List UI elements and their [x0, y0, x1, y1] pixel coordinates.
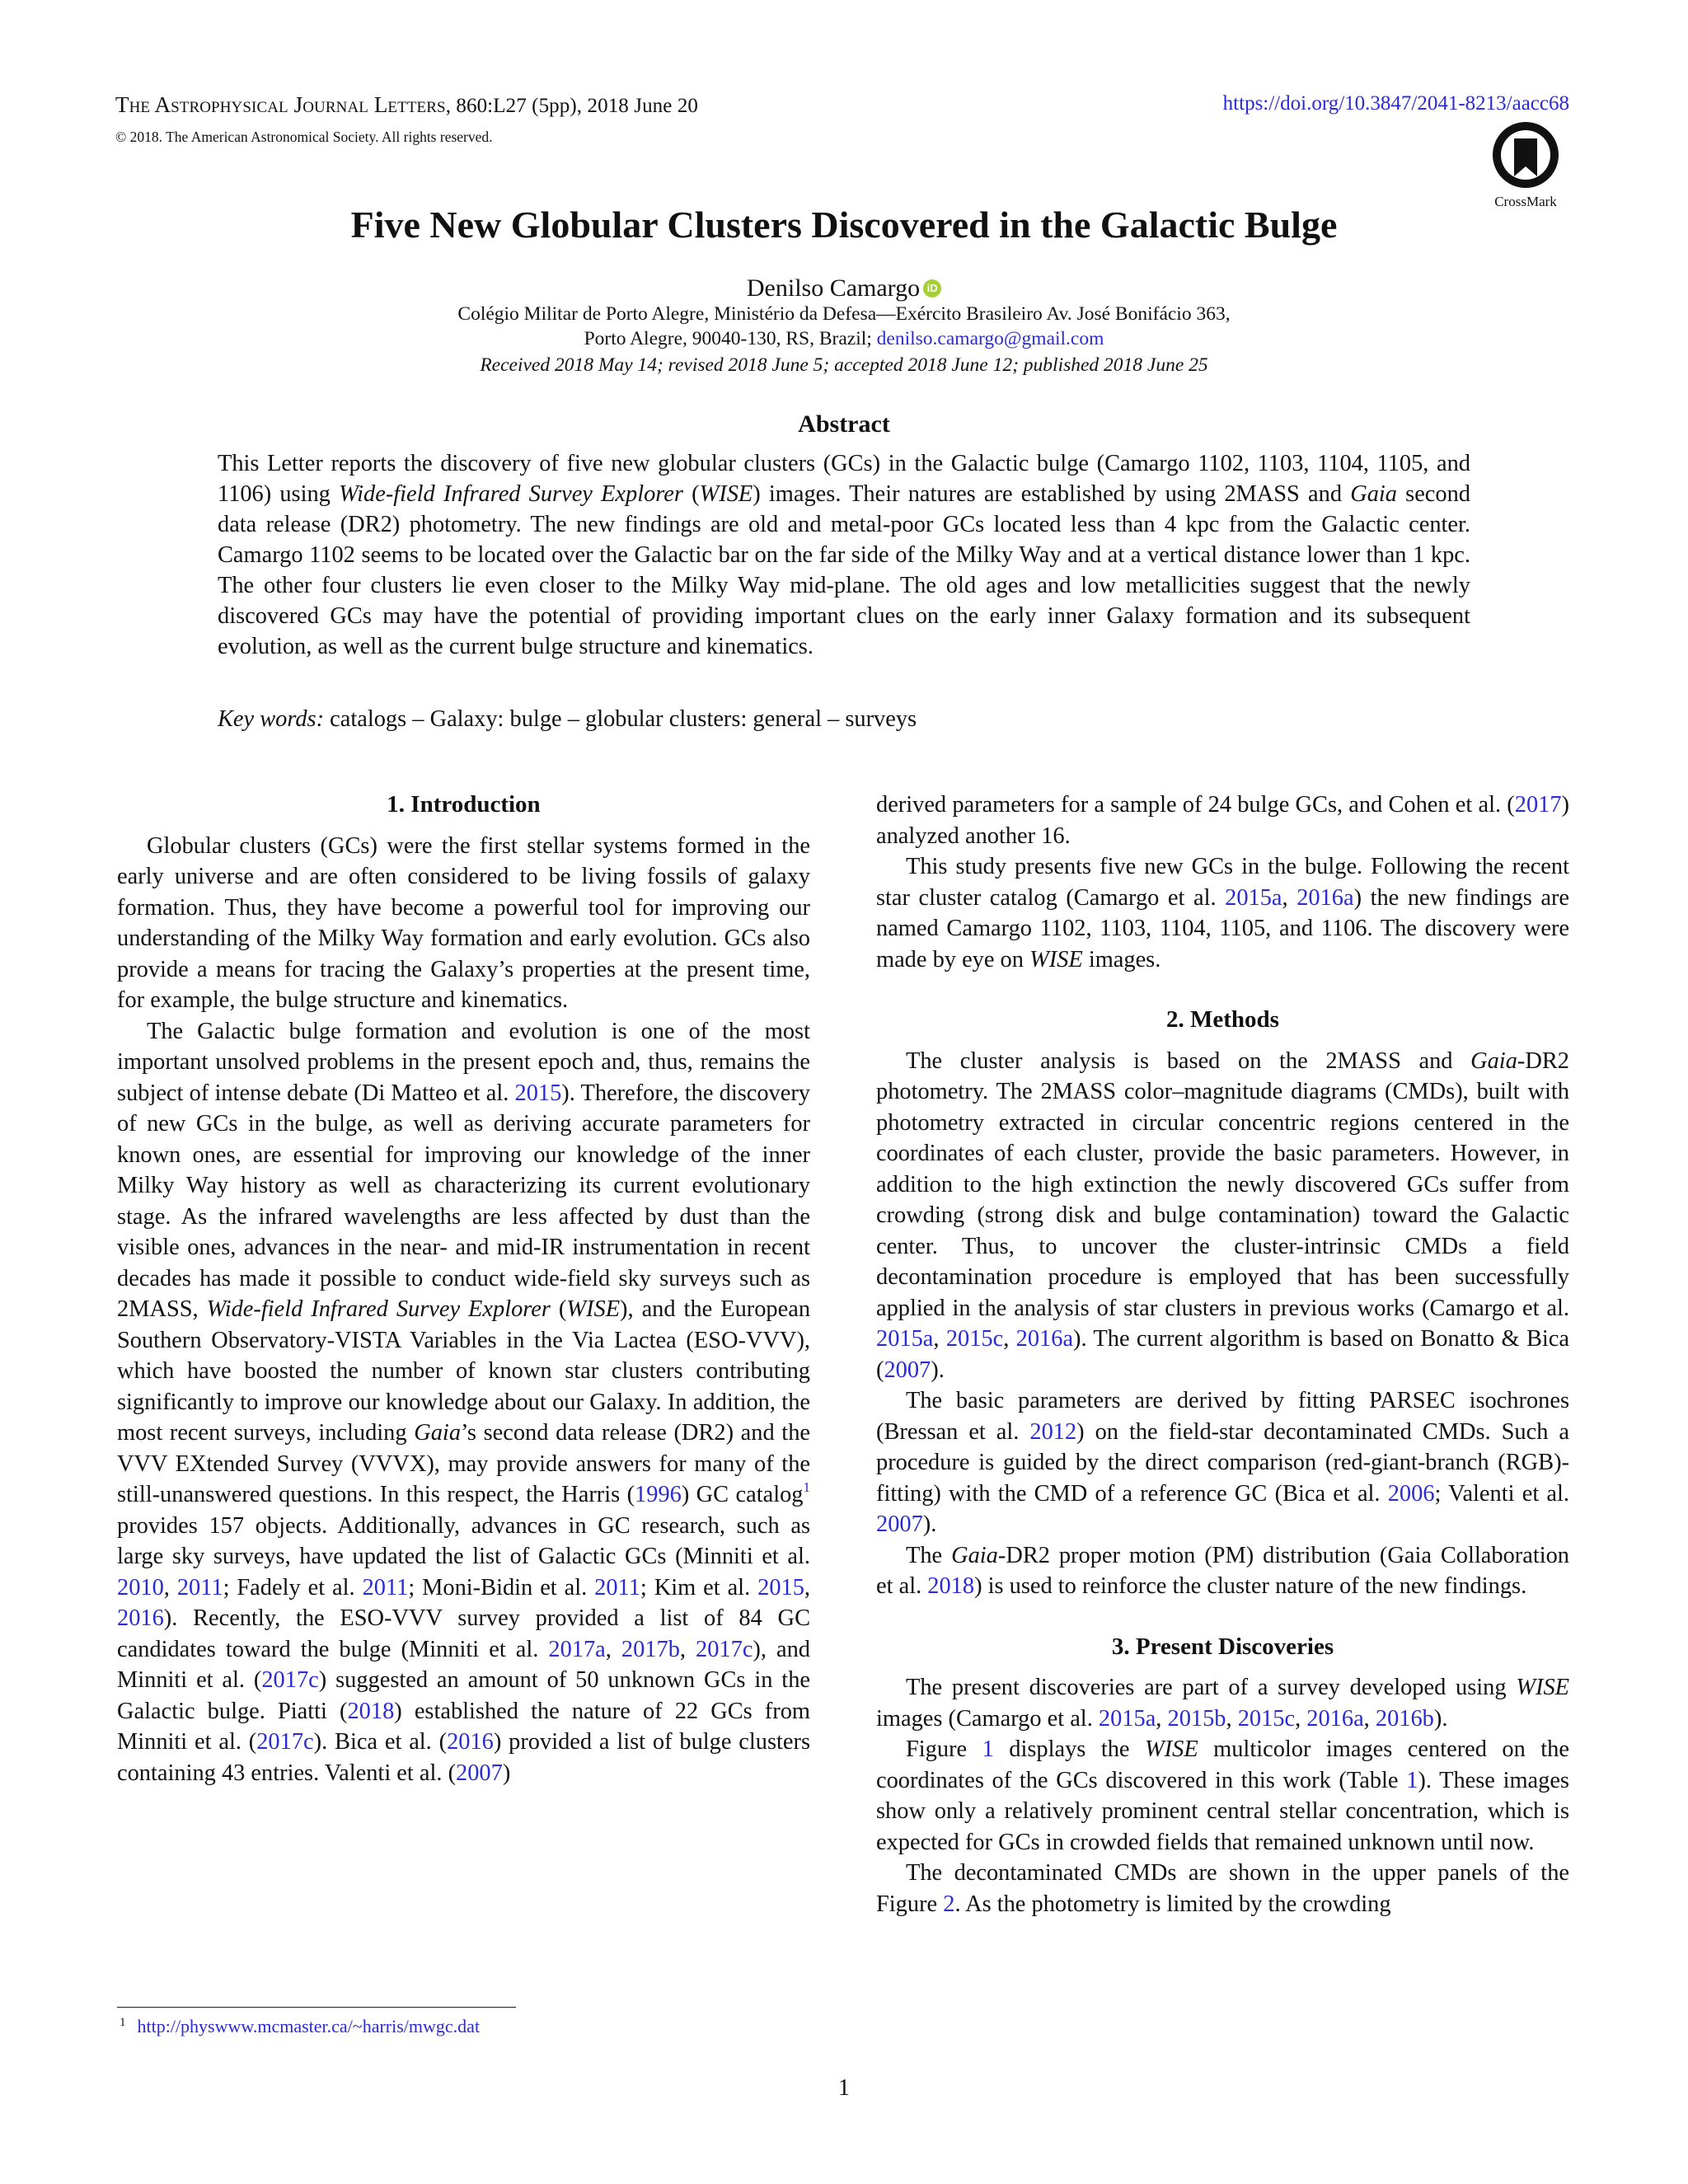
- discoveries-paragraph-3: [876, 1858, 1569, 1919]
- text-run: ) on the field-star decontaminated CMDs. Such a procedure is guided by the direct comparison (red-giant-branch (RGB)-fitting) with the CMD of a reference GC (Bica et al.: [876, 1418, 1569, 1507]
- left-column: [117, 790, 810, 1788]
- keywords: [218, 706, 917, 733]
- text-run: -DR2 proper motion (PM) distribution (Gaia Collaboration et al.: [876, 1542, 1569, 1599]
- crossmark-label: CrossMark: [1494, 194, 1557, 209]
- doi-link[interactable]: https://doi.org/10.3847/2041-8213/aacc68: [1222, 92, 1569, 115]
- abstract-part: (: [682, 481, 700, 507]
- crossmark-icon: [1491, 120, 1560, 190]
- abstract-part: second data release (DR2) photometry. The new findings are old and metal-poor GCs located less than 4 kpc from the Galactic center. Camargo 1102 seems to be located over the Galactic bar on the far side of the Milky Way and at a vertical distance lower than 1 kpc. The other four clusters lie even closer to the Milky Way mid-plane. The old ages and low metallicities suggest that the newly discovered GCs may have the potential of providing important clues on the early inner Galaxy formation and its subsequent evolution, as well as the current bulge structure and kinematics.: [218, 481, 1470, 659]
- text-run: ,: [1156, 1705, 1168, 1732]
- methods-paragraph-2: [876, 1385, 1569, 1540]
- text-run: The cluster analysis is based on the 2MASS and: [906, 1047, 1471, 1074]
- text-run: ’s second data release (DR2) and the VVV EXtended Survey (VVVX), may provide answers for many of the still-unanswered questions. In this respect, the Harris (: [117, 1420, 810, 1507]
- figure-link[interactable]: 2: [943, 1891, 955, 1917]
- citation-link[interactable]: 2015: [514, 1080, 562, 1106]
- text-run: ,: [605, 1636, 621, 1662]
- section-heading-introduction: 1. Introduction: [387, 791, 541, 818]
- author-email-link[interactable]: denilso.camargo@gmail.com: [876, 328, 1104, 349]
- citation-link[interactable]: 2007: [456, 1760, 503, 1786]
- author-line: [0, 274, 1688, 302]
- footnote-divider: [117, 2007, 516, 2008]
- text-run: ,: [1282, 884, 1297, 911]
- figure-link[interactable]: 1: [982, 1736, 994, 1762]
- text-run: images.: [1082, 946, 1161, 972]
- citation-link[interactable]: 2011: [594, 1574, 640, 1601]
- text-run: . As the photometry is limited by the crowding: [954, 1891, 1391, 1917]
- text-run: ).: [922, 1511, 937, 1537]
- text-run-italic: WISE: [1516, 1675, 1569, 1700]
- discoveries-paragraph-1: [876, 1672, 1569, 1734]
- citation-link[interactable]: 2011: [362, 1574, 409, 1601]
- text-run: ). Bica et al. (: [313, 1729, 448, 1755]
- text-run: This study presents five new GCs in the bulge. Following the recent star cluster catalog (Camargo et al.: [876, 854, 1569, 911]
- text-run: ) analyzed another 16.: [876, 792, 1569, 849]
- affiliation-line-2: [0, 328, 1688, 350]
- citation-link[interactable]: 2017c: [261, 1667, 319, 1693]
- keywords-list: catalogs – Galaxy: bulge – globular clusters: general – surveys: [324, 706, 917, 732]
- footnote: [117, 2016, 480, 2037]
- text-run-italic: WISE: [566, 1296, 621, 1322]
- text-run: ). These images show only a relatively prominent central stellar concentration, which is expected for GCs in crowded fields that remained unknown until now.: [876, 1767, 1569, 1855]
- affiliation-address: Porto Alegre, 90040-130, RS, Brazil;: [584, 328, 877, 349]
- text-run: displays the: [993, 1736, 1146, 1762]
- page-number: 1: [838, 2075, 850, 2101]
- footnote-number: 1: [120, 2016, 126, 2029]
- text-run: multicolor images centered on the coordinates of the GCs discovered in this work (Table: [876, 1736, 1569, 1793]
- citation-link[interactable]: 1996: [635, 1482, 682, 1507]
- abstract-gaia: Gaia: [1350, 481, 1397, 507]
- text-run: The: [906, 1542, 952, 1568]
- citation-link[interactable]: 2015a: [876, 1326, 934, 1352]
- footnote-url-link[interactable]: http://physwww.mcmaster.ca/~harris/mwgc.dat: [137, 2016, 481, 2036]
- text-run-italic: Gaia: [951, 1542, 998, 1568]
- text-run: ), and the European Southern Observatory-VISTA Variables in the Via Lactea (ESO-VVV), which have boosted the number of known star clusters contributing significantly to improve our knowledge about our Galaxy. In addition, the most recent surveys, including: [117, 1296, 811, 1446]
- text-run: ; Valenti et al.: [1434, 1480, 1569, 1507]
- citation-link[interactable]: 2016: [117, 1605, 164, 1631]
- text-run-italic: Gaia: [1470, 1047, 1517, 1074]
- abstract-wise: WISE: [699, 481, 753, 507]
- section-gap: [876, 975, 1569, 1005]
- text-run: ).: [1433, 1705, 1448, 1732]
- text-run: ) provided a list of bulge clusters containing 43 entries. Valenti et al. (: [117, 1729, 811, 1786]
- section-heading-discoveries: 3. Present Discoveries: [1111, 1633, 1334, 1660]
- methods-paragraph-3: [876, 1540, 1569, 1602]
- citation-link[interactable]: 2018: [347, 1698, 395, 1724]
- text-run: ,: [804, 1574, 811, 1601]
- citation-link[interactable]: 2016a: [1296, 884, 1354, 911]
- text-run: The decontaminated CMDs are shown in the upper panels of the Figure: [876, 1860, 1569, 1917]
- text-run: -DR2 photometry. The 2MASS color–magnitude diagrams (CMDs), built with photometry extracted in circular concentric regions centered in the coordinates of each cluster, provide the basic parameters. However, in addition to the high extinction the newly discovered GCs suffer from crowding (strong disk and bulge contamination) toward the Galactic center. Thus, to uncover the cluster-intrinsic CMDs a field decontamination procedure is employed that has been successfully applied in the analysis of star clusters in previous works (Camargo et al.: [876, 1047, 1569, 1321]
- section-heading-methods: 2. Methods: [1166, 1006, 1279, 1033]
- citation-link[interactable]: 2018: [927, 1573, 975, 1599]
- text-run: ): [502, 1760, 511, 1786]
- text-run: Figure: [906, 1736, 982, 1762]
- citation-link[interactable]: 2015: [757, 1574, 804, 1601]
- abstract-wise-full: Wide-field Infrared Survey Explorer: [339, 481, 683, 507]
- text-run: ,: [1003, 1326, 1016, 1352]
- crossmark-badge[interactable]: [1491, 120, 1560, 210]
- text-run: The present discoveries are part of a survey developed using: [906, 1675, 1517, 1700]
- text-run: provides 157 objects. Additionally, advances in GC research, such as large sky surveys, have updated the list of Galactic GCs (Minniti et al.: [117, 1512, 810, 1569]
- section-gap: [876, 1602, 1569, 1632]
- copyright-notice: © 2018. The American Astronomical Society. All rights reserved.: [115, 129, 493, 145]
- abstract-heading: Abstract: [798, 410, 890, 438]
- received-dates: Received 2018 May 14; revised 2018 June 5; accepted 2018 June 12; published 2018 June 25: [480, 354, 1208, 376]
- text-run: ).: [931, 1357, 945, 1383]
- abstract-part: ) images. Their natures are established by using 2MASS and: [753, 481, 1351, 507]
- intro-paragraph-2: [117, 1016, 810, 1789]
- keywords-label: Key words:: [218, 706, 325, 732]
- citation-link[interactable]: 2016a: [1015, 1326, 1074, 1352]
- intro-paragraph-2-continued: [876, 790, 1569, 851]
- text-run: The Galactic bulge formation and evolution is one of the most important unsolved problems in the present epoch and, thus, remains the subject of intense debate (Di Matteo et al.: [117, 1018, 810, 1106]
- text-run-italic: Gaia: [414, 1420, 462, 1446]
- journal-volume: , 860:L27 (5pp), 2018 June 20: [445, 95, 699, 117]
- citation-link[interactable]: 2015c: [1237, 1705, 1296, 1732]
- orcid-icon[interactable]: iD: [923, 279, 941, 298]
- citation-link[interactable]: 2017: [1514, 792, 1562, 818]
- affiliation-line-1: Colégio Militar de Porto Alegre, Ministério da Defesa—Exército Brasileiro Av. José Bonifácio 363,: [457, 303, 1231, 325]
- text-run: ), and Minniti et al. (: [117, 1636, 810, 1693]
- text-run: images (Camargo et al.: [876, 1705, 1099, 1732]
- footnote-marker[interactable]: 1: [803, 1479, 810, 1495]
- citation-link[interactable]: 2011: [176, 1574, 223, 1601]
- citation-link[interactable]: 2016b: [1375, 1705, 1434, 1732]
- citation-link[interactable]: 2006: [1387, 1480, 1435, 1507]
- text-run: ; Fadely et al.: [223, 1574, 363, 1601]
- table-link[interactable]: 1: [1406, 1767, 1418, 1793]
- paper-title: Five New Globular Clusters Discovered in the Galactic Bulge: [350, 204, 1338, 246]
- text-run: ). The current algorithm is based on Bonatto & Bica (: [876, 1326, 1569, 1383]
- text-run: ) the new findings are named Camargo 1102, 1103, 1104, 1105, and 1106. The discovery were made by eye on: [876, 884, 1569, 972]
- author-name: Denilso Camargo: [746, 274, 921, 302]
- citation-link[interactable]: 2017a: [548, 1636, 606, 1662]
- citation-link[interactable]: 2017c: [696, 1636, 753, 1662]
- text-run: ,: [1295, 1705, 1307, 1732]
- text-run-italic: WISE: [1145, 1736, 1198, 1762]
- text-run: ,: [1363, 1705, 1376, 1732]
- text-run: ) GC catalog: [681, 1482, 804, 1507]
- citation-link[interactable]: 2015c: [945, 1326, 1004, 1352]
- abstract-part: This Letter reports the discovery of five new globular clusters (GCs) in the Galactic bulge (Camargo 1102, 1103, 1104, 1105, and 1106) using: [218, 451, 1470, 507]
- text-run: ). Therefore, the discovery of new GCs in the bulge, as well as deriving accurate parameters for known ones, are essential for improving our knowledge of the inner Milky Way history as well as characterizing its current evolutionary stage. As the infrared wavelengths are less affected by dust than the visible ones, advances in the near- and mid-IR instrumentation in recent decades has made it possible to conduct wide-field sky surveys such as 2MASS,: [117, 1080, 810, 1322]
- intro-paragraph-1: Globular clusters (GCs) were the first stellar systems formed in the early universe and are often considered to be living fossils of galaxy formation. Thus, they have become a powerful tool for improving our understanding of the Milky Way formation and early evolution. GCs also provide a means for tracing the Galaxy’s properties at the present time, for example, the bulge structure and kinematics.: [117, 832, 810, 1013]
- citation-link[interactable]: 2012: [1029, 1418, 1077, 1445]
- discoveries-paragraph-2: [876, 1734, 1569, 1858]
- text-run: ) is used to reinforce the cluster nature of the new findings.: [974, 1573, 1527, 1599]
- citation-link[interactable]: 2017b: [621, 1636, 680, 1662]
- citation-link[interactable]: 2015a: [1098, 1705, 1156, 1732]
- citation-link[interactable]: 2017c: [256, 1729, 314, 1755]
- text-run: ,: [1226, 1705, 1238, 1732]
- citation-link[interactable]: 2015a: [1225, 884, 1282, 911]
- text-run: ; Kim et al.: [640, 1574, 758, 1601]
- text-run-italic: WISE: [1029, 946, 1083, 972]
- right-column: [876, 790, 1569, 1919]
- citation-link[interactable]: 2007: [876, 1511, 923, 1537]
- text-run: ,: [679, 1636, 696, 1662]
- text-run: derived parameters for a sample of 24 bulge GCs, and Cohen et al. (: [876, 792, 1515, 818]
- journal-citation: [115, 92, 698, 118]
- text-run: ; Moni-Bidin et al.: [408, 1574, 595, 1601]
- text-run: ) suggested an amount of 50 unknown GCs in the Galactic bulge. Piatti (: [117, 1667, 810, 1724]
- intro-paragraph-3: [876, 851, 1569, 975]
- abstract-text: [218, 448, 1470, 662]
- journal-name: The Astrophysical Journal Letters: [115, 92, 446, 117]
- citation-link[interactable]: 2016: [447, 1729, 494, 1755]
- citation-link[interactable]: 2010: [117, 1574, 164, 1601]
- text-run: (: [550, 1296, 567, 1322]
- methods-paragraph-1: [876, 1046, 1569, 1386]
- text-run: ,: [933, 1326, 946, 1352]
- text-run: ) established the nature of 22 GCs from Minniti et al. (: [117, 1698, 810, 1755]
- text-run: ,: [163, 1574, 177, 1601]
- citation-link[interactable]: 2015b: [1167, 1705, 1226, 1732]
- text-run-italic: Wide-field Infrared Survey Explorer: [206, 1296, 551, 1322]
- citation-link[interactable]: 2016a: [1306, 1705, 1364, 1732]
- citation-link[interactable]: 2007: [884, 1357, 931, 1383]
- text-run: ). Recently, the ESO-VVV survey provided a list of 84 GC candidates toward the bulge (Minniti et al.: [117, 1605, 810, 1662]
- text-run: The basic parameters are derived by fitting PARSEC isochrones (Bressan et al.: [876, 1388, 1569, 1445]
